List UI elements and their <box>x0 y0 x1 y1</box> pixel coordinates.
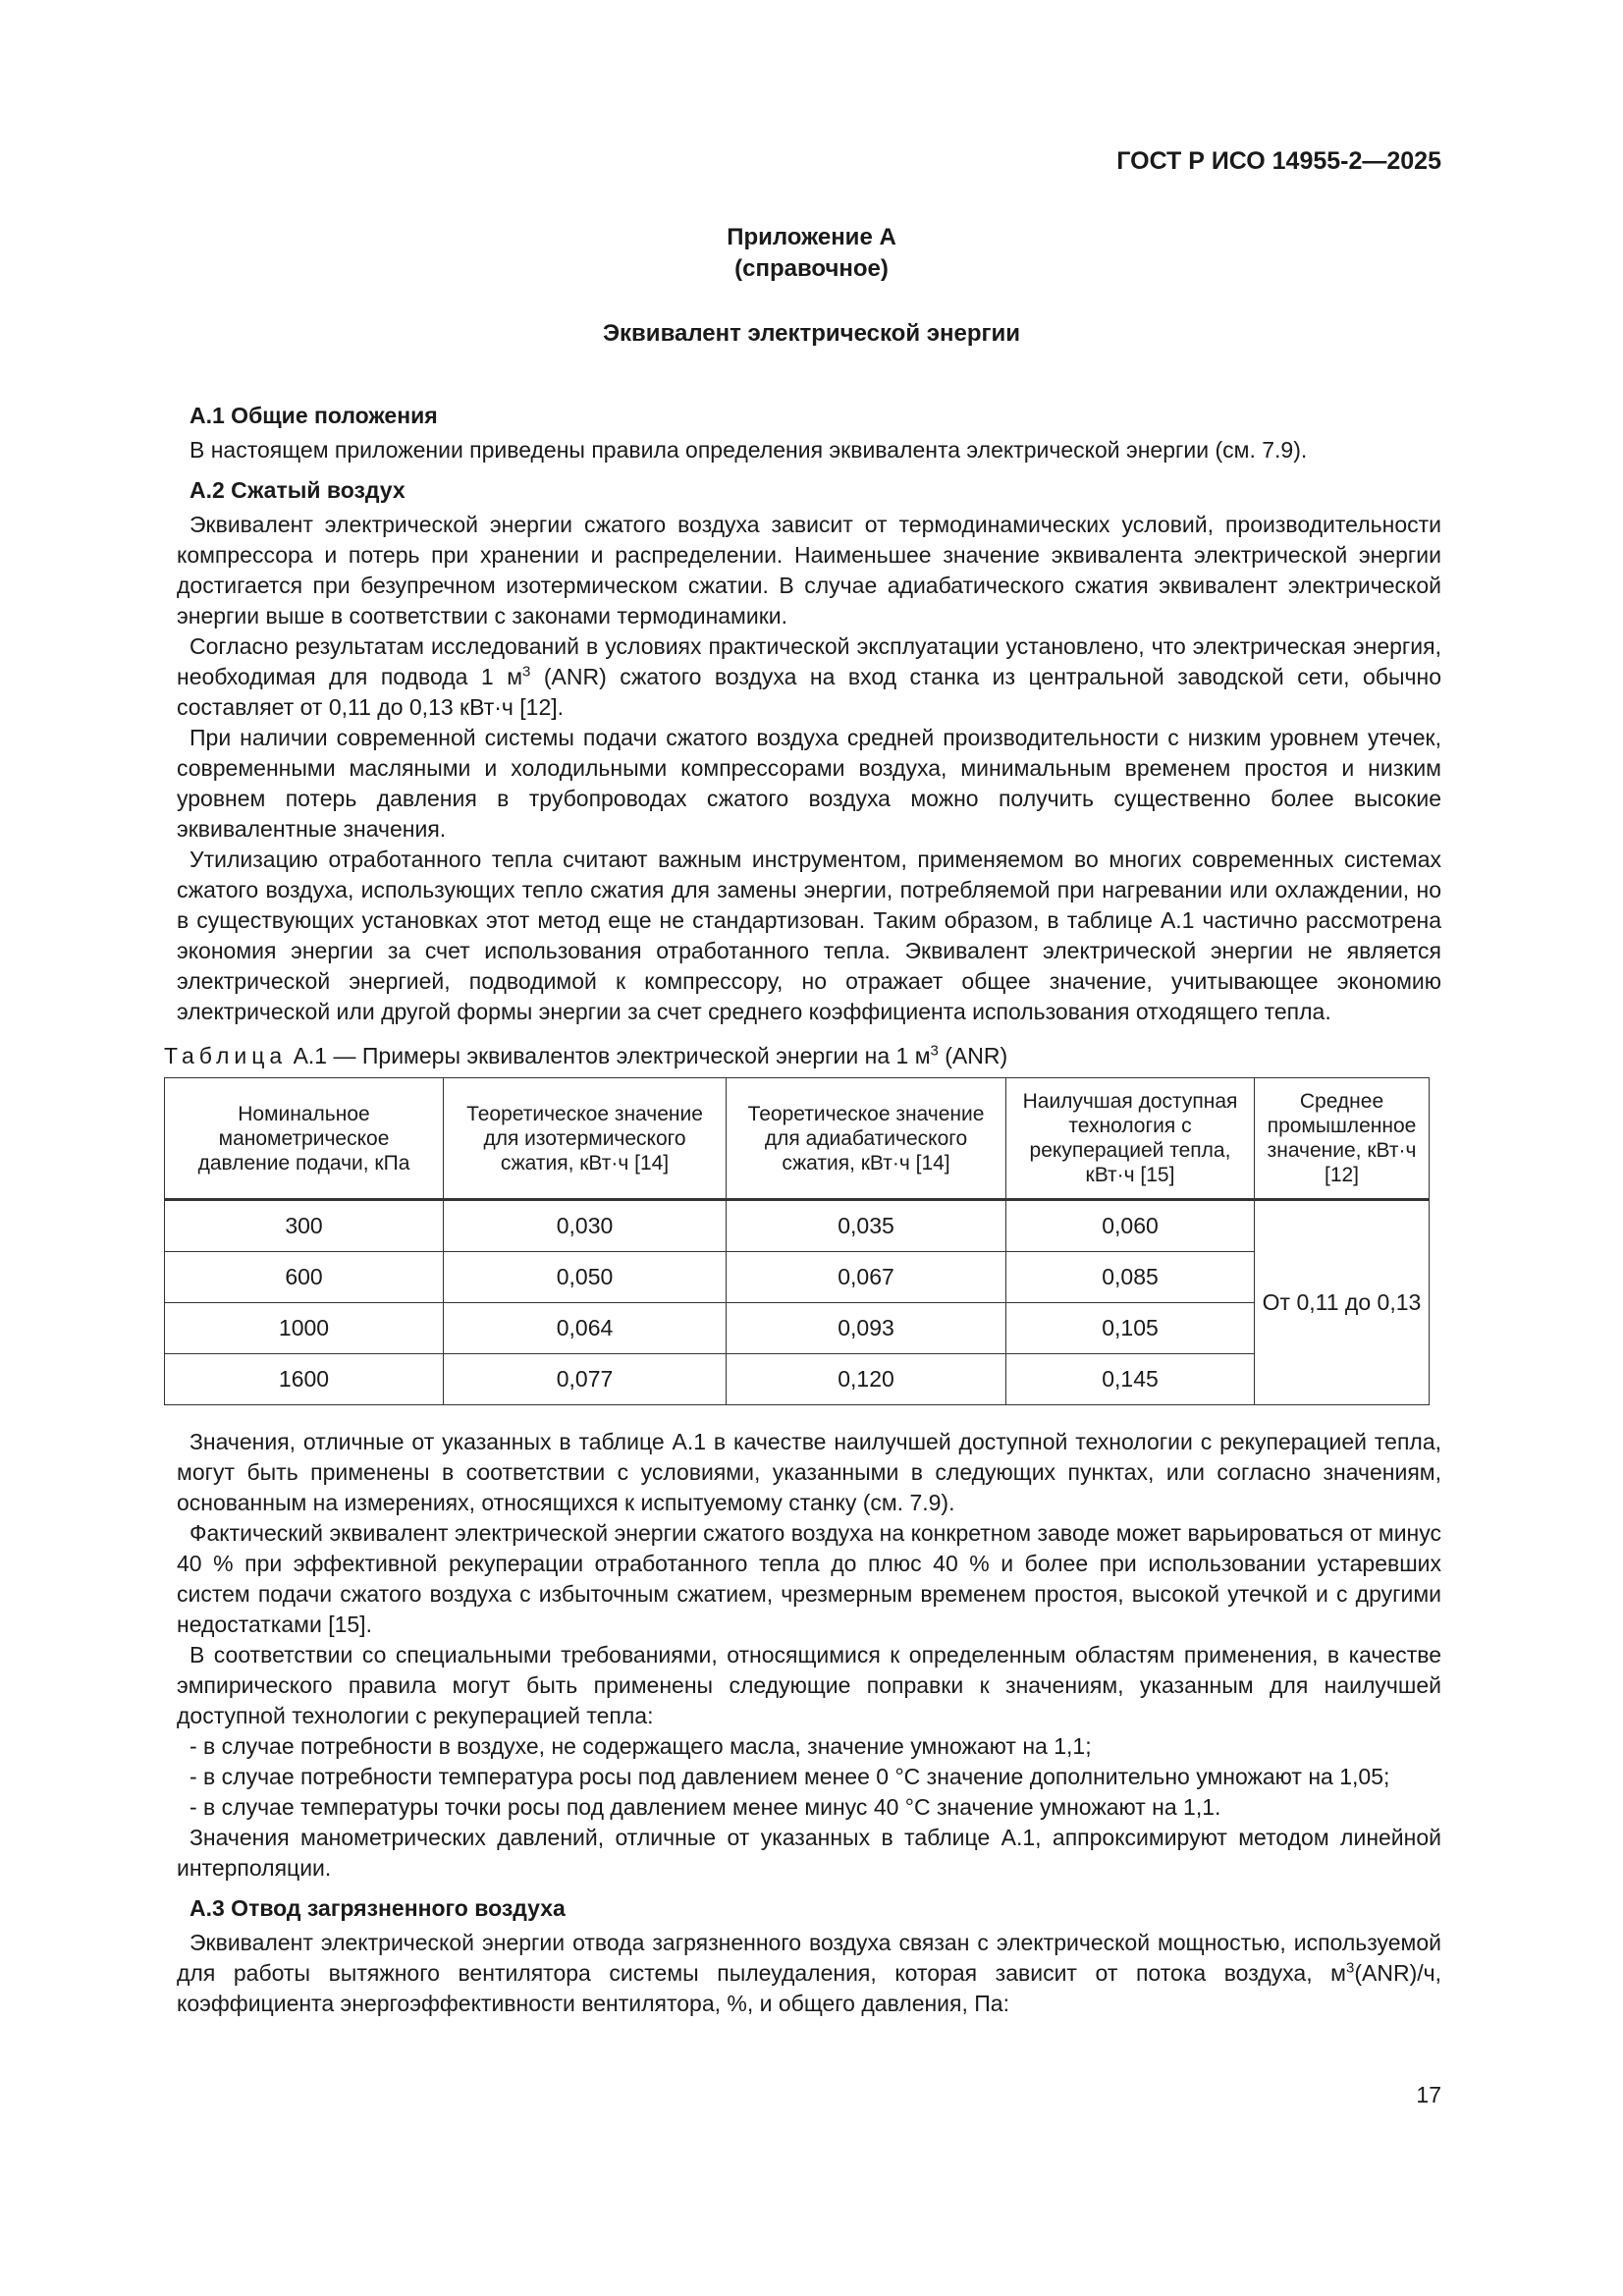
paragraph: В соответствии со специальными требованиями, относящимися к определенным областям применения, в качестве эмпирического правила могут быть применены следующие поправки к значениям, указанным для наилучшей доступной технологии с рекуперацией тепла: <box>177 1642 1441 1728</box>
table-cell: 300 <box>165 1200 444 1252</box>
energy-equivalents-table <box>164 1077 1430 1405</box>
list-item: - в случае потребности температура росы под давлением менее 0 °С значение дополнительно умножают на 1,05; <box>189 1764 1390 1789</box>
table-cell: 600 <box>165 1252 444 1303</box>
list-item: - в случае температуры точки росы под давлением менее минус 40 °С значение умножают на 1,1. <box>189 1794 1221 1820</box>
table-cell: 0,120 <box>727 1354 1006 1405</box>
paragraph: Эквивалент электрической энергии сжатого воздуха зависит от термодинамических условий, производительности компрессора и потерь при хранении и распределении. Наименьшее значение эквивалента электрической энергии достигается при безупречном изотермическом сжатии. В случае адиабатического сжатия эквивалент электрической энергии выше в соответствии с законами термодинамики. <box>177 512 1441 629</box>
page-number: 17 <box>1416 2082 1441 2107</box>
table-header-cell: Номинальное манометрическое давление подачи, кПа <box>165 1078 444 1200</box>
table-row <box>165 1354 1430 1405</box>
body-text <box>164 395 1441 2019</box>
table-cell: 0,105 <box>1006 1303 1255 1354</box>
paragraph: Согласно результатам исследований в условиях практической эксплуатации установлено, что электрическая энергия, необходимая для подвода 1 $м^3$ (ANR) сжатого воздуха на вход станка из центральной заводской сети, обычно составляет от 0,11 до 0,13 кВт·ч [12]. <box>177 633 1441 720</box>
table-cell: 0,067 <box>727 1252 1006 1303</box>
standard-designation: ГОСТ Р ИСО 14955-2—2025 <box>1116 147 1441 175</box>
paragraph: Фактический эквивалент электрической энергии сжатого воздуха на конкретном заводе может варьироваться от минус 40 % при эффективной рекуперации отработанного тепла до плюс 40 % и более при использовании устаревших систем подачи сжатого воздуха с избыточным сжатием, чрезмерным временем простоя, высокой утечкой и с другими недостатками [15]. <box>177 1520 1441 1637</box>
table-caption: Таблица А.1 — Примеры эквивалентов электрической энергии на 1 $м^3$ (ANR) <box>164 1042 1008 1068</box>
table-cell: 0,030 <box>444 1200 727 1252</box>
paragraph: Эквивалент электрической энергии отвода загрязненного воздуха связан с электрической мощностью, используемой для работы вытяжного вентилятора системы пылеудаления, которая зависит от потока воздуха, $м^3(ANR)/ч$, коэффициента энергоэффективности вентилятора, %, и общего давления, Па: <box>177 1930 1441 2016</box>
list-item: - в случае потребности в воздухе, не содержащего масла, значение умножают на 1,1; <box>189 1733 1092 1759</box>
section-heading-a2: А.2 Сжатый воздух <box>189 477 406 503</box>
table-header-cell: Наилучшая доступная технология с рекуперацией тепла, кВт·ч [15] <box>1006 1078 1255 1200</box>
table-header-cell: Среднее промышленное значение, кВт·ч [12] <box>1255 1078 1430 1200</box>
table-row <box>165 1200 1430 1252</box>
table-cell: 0,064 <box>444 1303 727 1354</box>
paragraph: Утилизацию отработанного тепла считают важным инструментом, применяемом во многих современных системах сжатого воздуха, использующих тепло сжатия для замены энергии, потребляемой при нагревании или охлаждении, но в существующих установках этот метод еще не стандартизован. Таким образом, в таблице А.1 частично рассмотрена экономия энергии за счет использования отработанного тепла. Эквивалент электрической энергии не является электрической энергией, подводимой к компрессору, но отражает общее значение, учитывающее экономию электрической или другой формы энергии за счет среднего коэффициента использования отходящего тепла. <box>177 847 1441 1024</box>
annex-name: Эквивалент электрической энергии <box>602 320 1021 347</box>
table-row <box>165 1303 1430 1354</box>
section-heading-a3: А.3 Отвод загрязненного воздуха <box>189 1895 566 1921</box>
section-heading-a1: А.1 Общие положения <box>189 403 438 428</box>
table-cell: 0,035 <box>727 1200 1006 1252</box>
table-cell: 0,145 <box>1006 1354 1255 1405</box>
merged-average-cell: От 0,11 до 0,13 <box>1255 1200 1430 1405</box>
table-header-cell: Теоретическое значение для адиабатического сжатия, кВт·ч [14] <box>727 1078 1006 1200</box>
annex-title: Приложение А <box>727 224 896 250</box>
table-cell: 1000 <box>165 1303 444 1354</box>
table-cell: 0,093 <box>727 1303 1006 1354</box>
table-cell: 0,085 <box>1006 1252 1255 1303</box>
paragraph: При наличии современной системы подачи сжатого воздуха средней производительности с низким уровнем утечек, современными масляными и холодильными компрессорами воздуха, минимальным временем простоя и низким уровнем потерь давления в трубопроводах сжатого воздуха можно получить существенно более высокие эквивалентные значения. <box>177 725 1441 842</box>
table-row <box>165 1252 1430 1303</box>
paragraph: Значения манометрических давлений, отличные от указанных в таблице А.1, аппроксимируют методом линейной интерполяции. <box>177 1825 1441 1881</box>
annex-type: (справочное) <box>734 255 889 282</box>
table-header-row <box>165 1078 1430 1200</box>
table-header-cell: Теоретическое значение для изотермического сжатия, кВт·ч [14] <box>444 1078 727 1200</box>
paragraph: В настоящем приложении приведены правила определения эквивалента электрической энергии (см. 7.9). <box>189 437 1308 463</box>
table-cell: 0,060 <box>1006 1200 1255 1252</box>
table-cell: 1600 <box>165 1354 444 1405</box>
table-cell: 0,077 <box>444 1354 727 1405</box>
table-cell: 0,050 <box>444 1252 727 1303</box>
paragraph: Значения, отличные от указанных в таблице А.1 в качестве наилучшей доступной технологии с рекуперацией тепла, могут быть применены в соответствии с условиями, указанными в следующих пунктах, или согласно значениям, основанным на измерениях, относящихся к испытуемому станку (см. 7.9). <box>177 1429 1441 1515</box>
